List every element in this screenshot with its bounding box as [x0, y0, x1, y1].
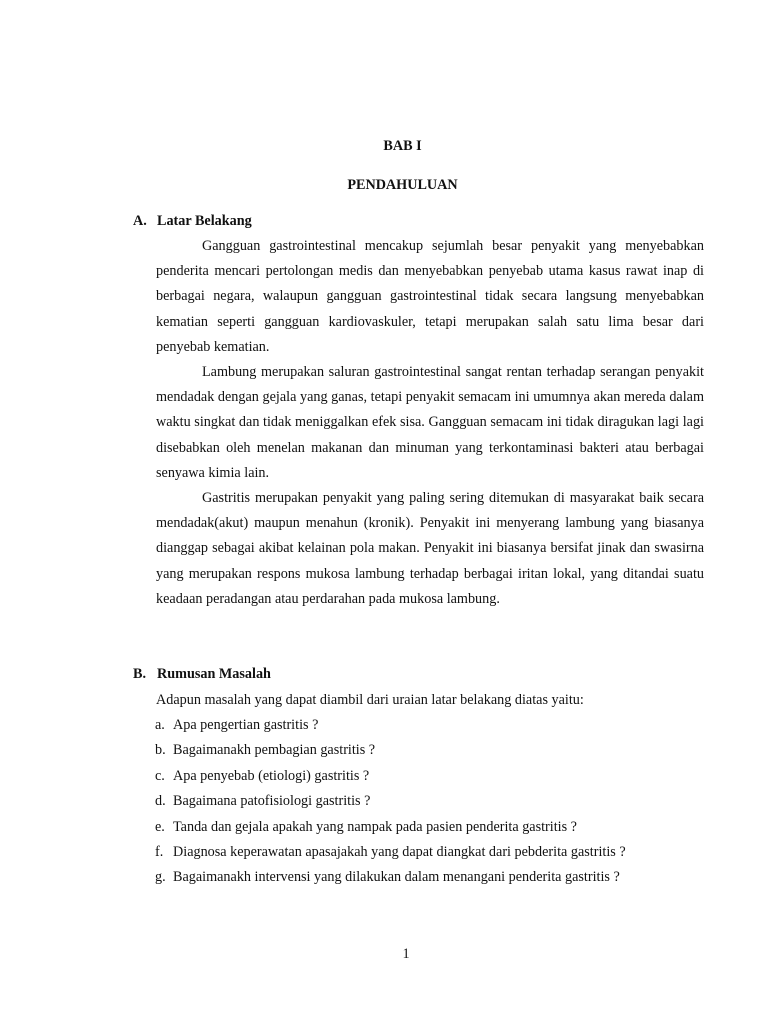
list-item-text: Tanda dan gejala apakah yang nampak pada pasien penderita gastritis ? [173, 818, 577, 835]
chapter-title: PENDAHULUAN [347, 177, 458, 193]
list-item [155, 738, 626, 763]
list-marker: d. [155, 793, 166, 810]
list-item-text: Apa pengertian gastritis ? [173, 717, 319, 733]
section-marker: A. [133, 213, 147, 229]
list-marker: f. [155, 844, 164, 861]
section-heading-latar-belakang [133, 213, 252, 230]
list-item [155, 815, 626, 840]
list-item-text: Diagnosa keperawatan apasajakah yang dapat diangkat dari pebderita gastritis ? [173, 844, 626, 861]
paragraph: Lambung merupakan saluran gastrointestinal sangat rentan terhadap serangan penyakit mendadak dengan gejala yang ganas, tetapi penyakit semacam ini umumnya akan mereda dalam waktu singkat dan tidak meniggalkan efek sisa. Gangguan semacam ini tidak diragukan lagi lagi disebabkan oleh menelan makanan dan minuman yang terkontaminasi bakteri atau berbagai senyawa kimia lain. [156, 364, 704, 481]
list-marker: g. [155, 869, 166, 886]
section-title: Rumusan Masalah [157, 666, 271, 682]
paragraph: Gangguan gastrointestinal mencakup sejumlah besar penyakit yang menyebabkan penderita mencari pertolongan medis dan menyebabkan penyebab utama kasus rawat inap di berbagai negara, walaupun gangguan gastrointestinal tidak secara langsung menyebabkan kematian seperti gangguan kardiovaskuler, tetapi merupakan salah satu lima besar dari penyebab kematian. [156, 238, 704, 355]
list-marker: b. [155, 742, 166, 759]
section-heading-rumusan-masalah [133, 666, 271, 683]
chapter-label: BAB I [383, 138, 422, 154]
section-marker: B. [133, 666, 147, 682]
section-title: Latar Belakang [157, 213, 252, 229]
list-item [155, 713, 626, 738]
list-marker: e. [155, 818, 165, 835]
list-item [155, 865, 626, 890]
latar-belakang-body [156, 234, 704, 612]
list-item-text: Bagaimana patofisiologi gastritis ? [173, 793, 371, 810]
list-item [155, 764, 626, 789]
list-item [155, 789, 626, 814]
list-item [155, 840, 626, 865]
rumusan-intro: Adapun masalah yang dapat diambil dari uraian latar belakang diatas yaitu: [156, 692, 584, 708]
question-list [155, 713, 626, 891]
list-item-text: Bagaimanakh pembagian gastritis ? [173, 742, 376, 759]
list-marker: c. [155, 767, 165, 784]
list-item-text: Apa penyebab (etiologi) gastritis ? [173, 767, 370, 784]
page-number: 1 [402, 946, 410, 962]
list-marker: a. [155, 717, 165, 733]
paragraph: Gastritis merupakan penyakit yang paling sering ditemukan di masyarakat baik secara mendadak(akut) maupun menahun (kronik). Penyakit ini menyerang lambung yang biasanya dianggap sebagai akibat kelainan pola makan. Penyakit ini biasanya bersifat jinak dan swasirna yang merupakan respons mukosa lambung terhadap berbagai iritan lokal, yang ditandai suatu keadaan peradangan atau perdarahan pada mukosa lambung. [156, 490, 704, 607]
list-item-text: Bagaimanakh intervensi yang dilakukan dalam menangani penderita gastritis ? [173, 869, 620, 886]
